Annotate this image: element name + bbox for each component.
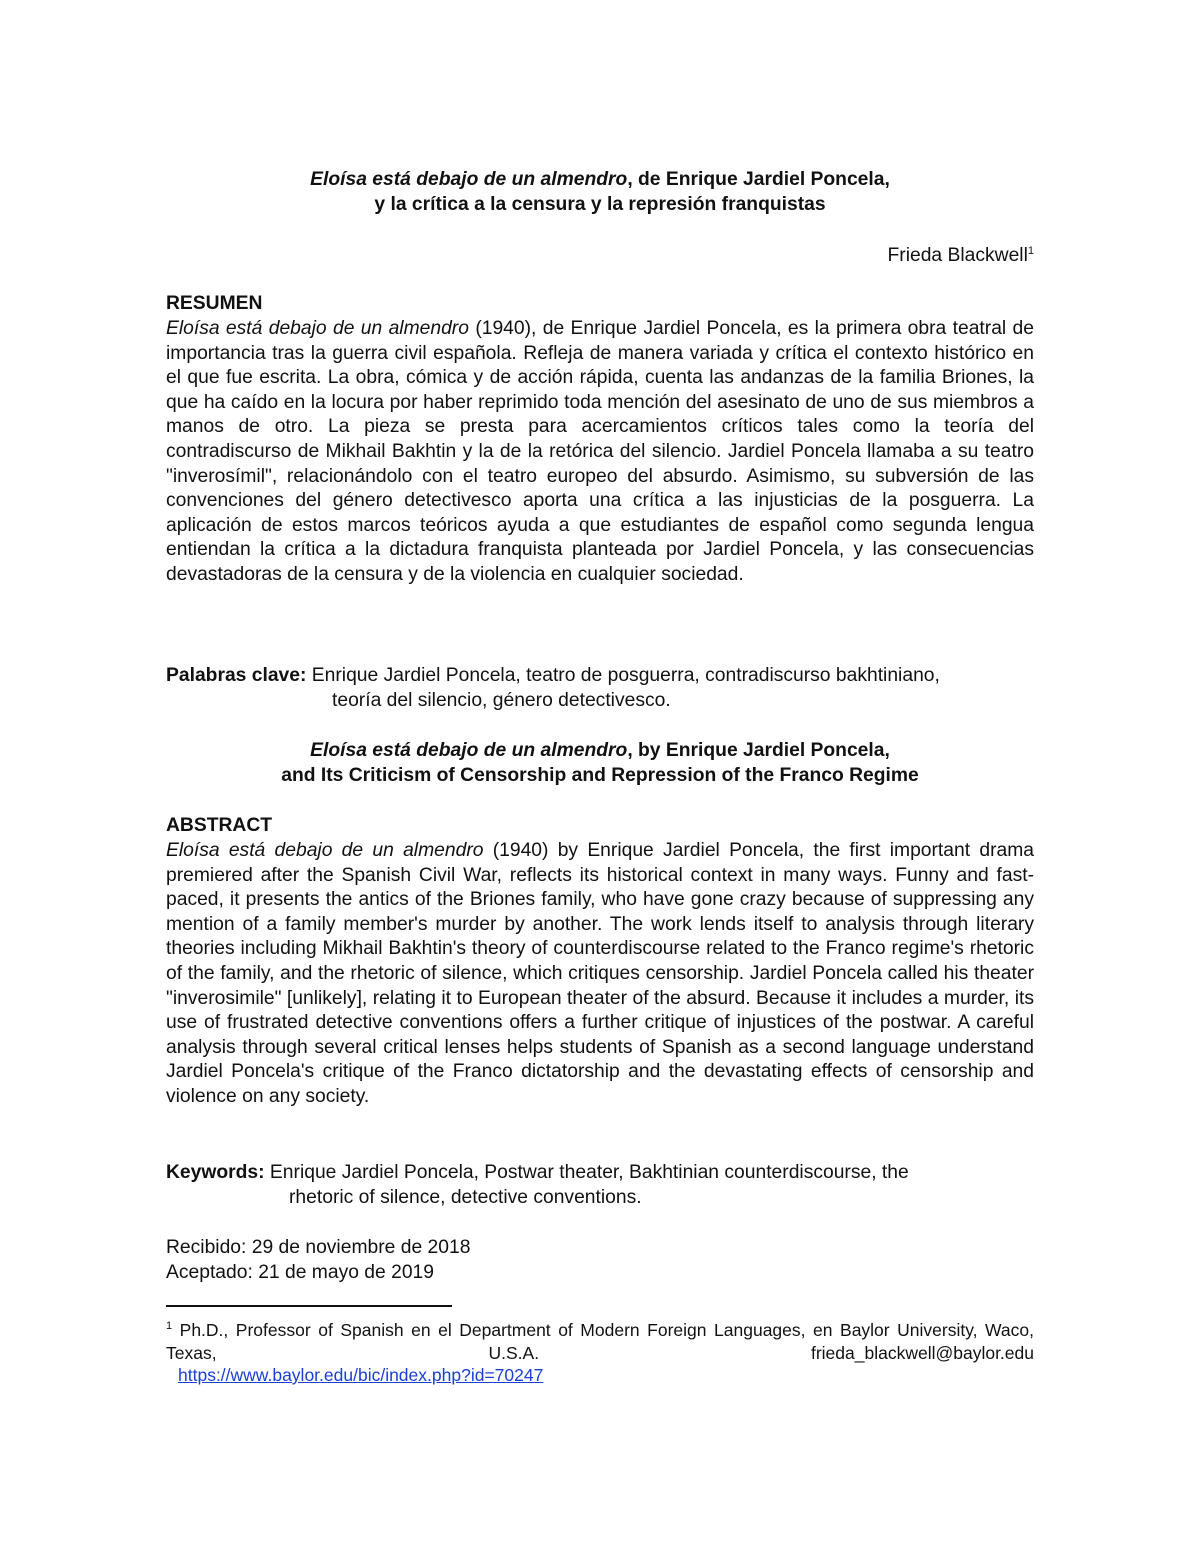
dates: [166, 1236, 1034, 1285]
author-name: Frieda Blackwell: [887, 245, 1028, 266]
spanish-title: [166, 168, 1034, 217]
author-footnote-mark: 1: [1027, 245, 1034, 257]
keywords-line1: Enrique Jardiel Poncela, Postwar theater, Bakhtinian counterdiscourse, the: [264, 1162, 909, 1183]
spanish-title-line1: [166, 168, 1034, 193]
abstract-heading: ABSTRACT: [166, 815, 273, 836]
spanish-title-line2: y la crítica a la censura y la represión franquistas: [374, 193, 826, 215]
resumen-heading: RESUMEN: [166, 293, 263, 314]
palabras-clave: [166, 664, 1034, 713]
keywords-label: Keywords:: [166, 1162, 265, 1183]
abstract-body: [166, 839, 1034, 1110]
palabras-clave-line2: teoría del silencio, género detectivesco.: [332, 689, 671, 711]
palabras-clave-line1: Enrique Jardiel Poncela, teatro de posguerra, contradiscurso bakhtiniano,: [306, 665, 940, 686]
english-title-italic: Eloísa está debajo de un almendro: [310, 740, 628, 761]
english-title-rest: , by Enrique Jardiel Poncela,: [627, 740, 890, 761]
abstract-text: (1940) by Enrique Jardiel Poncela, the first important drama premiered after the Spanish Civil War, reflects its historical context in many ways. Funny and fast-paced, it presents the antics of the Briones family, who have gone crazy because of suppressing any mention of a family member's murder by another. The work lends itself to analysis through literary theories including Mikhail Bakhtin's theory of counterdiscourse related to the Franco regime's rhetoric of the family, and the rhetoric of silence, which critiques censorship. Jardiel Poncela called his theater "inverosimile" [unlikely], relating it to European theater of the absurd. Because it includes a murder, its use of frustrated detective conventions offers a further critique of injustices of the postwar. A careful analysis through several critical lenses helps students of Spanish as a second language understand Jardiel Poncela's critique of the Franco dictatorship and the devastating effects of censorship and violence on any society.: [166, 840, 1034, 1107]
spanish-title-italic: Eloísa está debajo de un almendro: [310, 169, 628, 190]
keywords: [166, 1161, 1034, 1210]
resumen-work-title: Eloísa está debajo de un almendro: [166, 318, 469, 339]
resumen-body: [166, 317, 1034, 588]
footnote-link-line: [166, 1364, 1046, 1387]
abstract-work-title: Eloísa está debajo de un almendro: [166, 840, 484, 861]
footnote-link[interactable]: https://www.baylor.edu/bic/index.php?id=70247: [178, 1365, 544, 1385]
spanish-title-rest: , de Enrique Jardiel Poncela,: [627, 169, 890, 190]
footnote-separator: [166, 1305, 452, 1307]
received-date: Recibido: 29 de noviembre de 2018: [166, 1237, 471, 1258]
palabras-clave-label: Palabras clave:: [166, 665, 307, 686]
footnote-text: Ph.D., Professor of Spanish en el Department of Modern Foreign Languages, en Baylor University, Waco, Texas, U.S.A. frieda_blackwell@baylor.edu: [166, 1320, 1034, 1363]
resumen-text: (1940), de Enrique Jardiel Poncela, es la primera obra teatral de importancia tras la guerra civil española. Refleja de manera variada y crítica el contexto histórico en el que fue escrita. La obra, cómica y de acción rápida, cuenta las andanzas de la familia Briones, la que ha caído en la locura por haber reprimido toda mención del asesinato de uno de sus miembros a manos de otro. La pieza se presta para acercamientos críticos tales como la teoría del contradiscurso de Mikhail Bakhtin y la de la retórica del silencio. Jardiel Poncela llamaba a su teatro "inverosímil", relacionándolo con el teatro europeo del absurdo. Asimismo, su subversión de las convenciones del género detectivesco aporta una crítica a las injusticias de la posguerra. La aplicación de estos marcos teóricos ayuda a que estudiantes de español como segunda lengua entiendan la crítica a la dictadura franquista planteada por Jardiel Poncela, y las consecuencias devastadoras de la censura y de la violencia en cualquier sociedad.: [166, 318, 1034, 585]
author-line: [166, 244, 1034, 269]
english-title-line1: [166, 739, 1034, 764]
keywords-line2: rhetoric of silence, detective conventions.: [289, 1186, 642, 1208]
english-title: [166, 739, 1034, 788]
footnote-mark: 1: [166, 1320, 173, 1332]
english-title-line2: and Its Criticism of Censorship and Repression of the Franco Regime: [281, 764, 919, 786]
accepted-date: Aceptado: 21 de mayo de 2019: [166, 1261, 434, 1283]
footnote: [166, 1319, 1034, 1364]
